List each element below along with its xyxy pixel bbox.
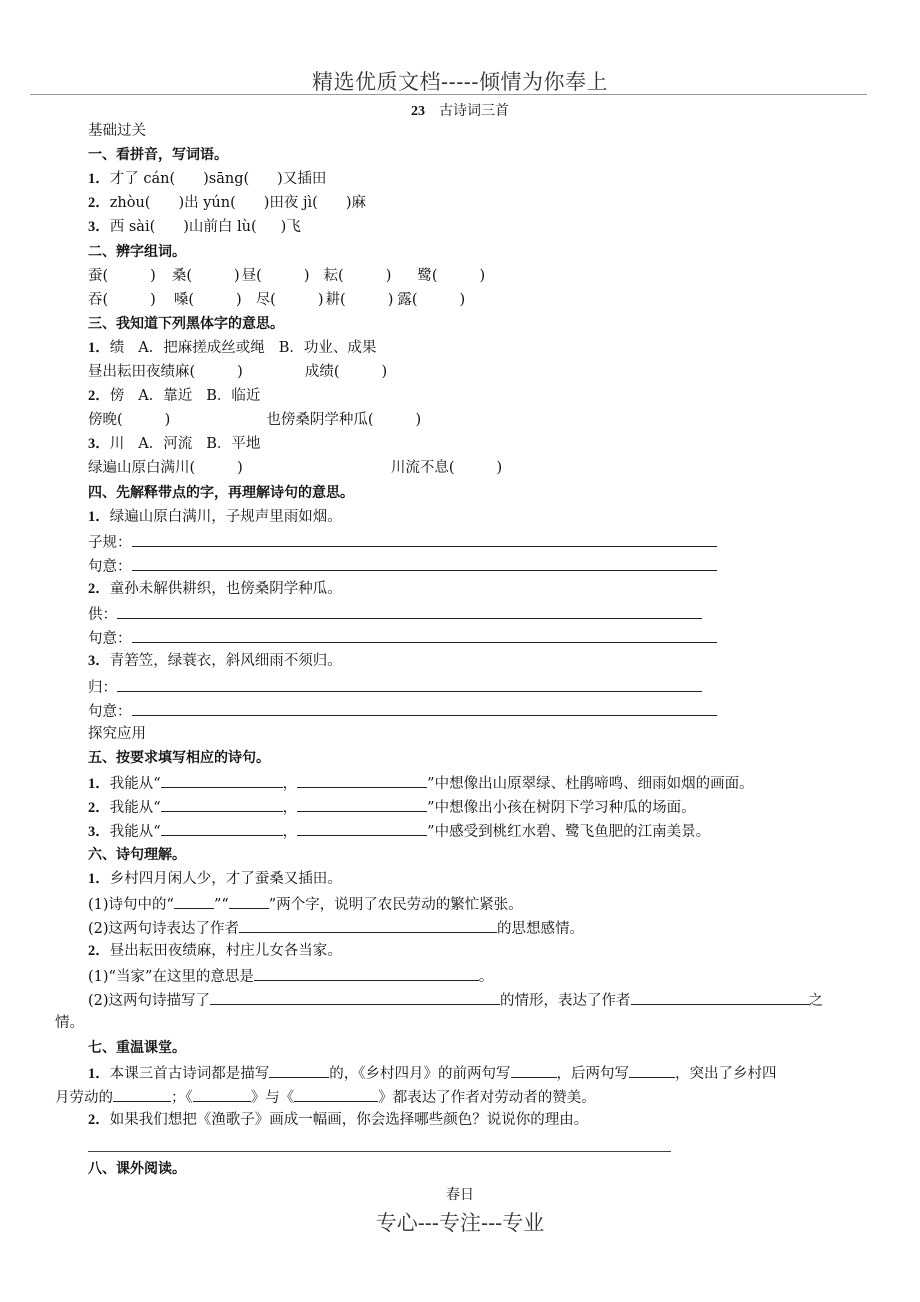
section-6-title: 六、诗句理解。: [88, 847, 186, 863]
answer-blank[interactable]: [193, 1087, 251, 1102]
s7-q1-line-2: 月劳动的 ；《 》与《 》都表达了作者对劳动者的赞美。: [55, 1087, 596, 1107]
answer-blank[interactable]: [161, 773, 283, 788]
answer-blank[interactable]: [132, 628, 717, 643]
s4-item-3-word: 归：: [88, 677, 702, 697]
answer-blank[interactable]: [117, 677, 702, 692]
s7-q2: 2．如果我们想把《渔歌子》画成一幅画，你会选择哪些颜色？说说你的理由。: [88, 1112, 589, 1128]
answer-blank[interactable]: [294, 1087, 378, 1102]
answer-blank[interactable]: [239, 918, 497, 933]
answer-blank[interactable]: [210, 990, 500, 1005]
s4-item-2-poem: 2．童孙未解供耕织，也傍桑阴学种瓜。: [88, 581, 342, 597]
section-5-title: 五、按要求填写相应的诗句。: [88, 750, 270, 766]
document-banner: 精选优质文档-----倾情为你奉上: [312, 70, 608, 94]
s6-q1-poem: 1．乡村四月闲人少，才了蚕桑又插田。: [88, 871, 342, 887]
header-divider: [30, 94, 867, 95]
section-4-title: 四、先解释带点的字，再理解诗句的意思。: [88, 485, 354, 501]
lesson-title: [0, 100, 920, 120]
answer-blank[interactable]: [229, 894, 269, 909]
s4-item-2-meaning: 句意：: [88, 628, 717, 648]
section-8-title: 八、课外阅读。: [88, 1161, 186, 1177]
s4-item-1-word: 子规：: [88, 532, 717, 552]
answer-blank[interactable]: [511, 1063, 557, 1078]
s6-q2-poem: 2．昼出耘田夜绩麻，村庄儿女各当家。: [88, 943, 342, 959]
document-footer: 专心---专注---专业: [375, 1211, 545, 1235]
s1-item-2: 2．zhòu( )出 yún( )田夜 jì( )麻: [88, 195, 366, 211]
answer-blank[interactable]: [254, 966, 479, 981]
answer-blank[interactable]: [629, 1063, 675, 1078]
s6-q2-part-1: (1)“当家”在这里的意思是 。: [88, 966, 493, 986]
s5-item-2: 2．我能从“ ， ”中想像出小孩在树阴下学习种瓜的场面。: [88, 797, 696, 817]
answer-blank[interactable]: [269, 1063, 329, 1078]
s7-q1-line-1: 1．本课三首古诗词都是描写 的，《乡村四月》的前两句写 ，后两句写 ，突出了乡村四: [88, 1063, 777, 1083]
s3-item-3: 3．川 A．河流 B．平地: [88, 436, 261, 452]
s4-item-2-word: 供：: [88, 604, 702, 624]
explore-section-label: 探究应用: [88, 726, 146, 742]
s2-row-1: 蚕( ) 桑( ) 昼( ) 耘( ) 鹭( ): [88, 268, 486, 284]
s3-item-2: 2．傍 A．靠近 B．临近: [88, 388, 261, 404]
s5-item-3: 3．我能从“ ， ”中感受到桃红水碧、鹭飞鱼肥的江南美景。: [88, 821, 710, 841]
lesson-name: 古诗词三首: [439, 103, 509, 119]
s6-q1-part-1: (1)诗句中的“ ”“ ”两个字，说明了农民劳动的繁忙紧张。: [88, 894, 523, 914]
basic-section-label: 基础过关: [88, 123, 146, 139]
s5-item-1: 1．我能从“ ， ”中想像出山原翠绿、杜鹃啼鸣、细雨如烟的画面。: [88, 773, 754, 793]
section-3-title: 三、我知道下列黑体字的意思。: [88, 316, 284, 332]
s3-item-2-fill: 傍晚( ) 也傍桑阴学种瓜( ): [88, 412, 422, 428]
s7-q2-answer-line[interactable]: [88, 1151, 671, 1152]
section-7-title: 七、重温课堂。: [88, 1040, 186, 1056]
answer-blank[interactable]: [117, 604, 702, 619]
answer-blank[interactable]: [297, 797, 427, 812]
answer-blank[interactable]: [297, 773, 427, 788]
s4-item-3-meaning: 句意：: [88, 701, 717, 721]
s3-item-1-fill: 昼出耘田夜绩麻( ) 成绩( ): [88, 364, 388, 380]
answer-blank[interactable]: [161, 821, 283, 836]
s1-item-3: 3．西 sài( )山前白 lù( )飞: [88, 219, 301, 235]
answer-blank[interactable]: [174, 894, 214, 909]
answer-blank[interactable]: [132, 556, 717, 571]
s2-row-2: 吞( ) 嗓( ) 尽( ) 耕( ) 露( ): [88, 292, 466, 308]
s4-item-3-poem: 3．青箬笠，绿蓑衣，斜风细雨不须归。: [88, 653, 342, 669]
s6-q1-part-2: (2)这两句诗表达了作者 的思想感情。: [88, 918, 584, 938]
section-1-title: 一、看拼音，写词语。: [88, 147, 228, 163]
s4-item-1-poem: 1．绿遍山原白满川，子规声里雨如烟。: [88, 509, 342, 525]
s3-item-1: 1．绩 A．把麻搓成丝或绳 B．功业、成果: [88, 340, 377, 356]
s4-item-1-meaning: 句意：: [88, 556, 717, 576]
answer-blank[interactable]: [132, 532, 717, 547]
s1-item-1: 1．才了 cán( )sāng( )又插田: [88, 171, 327, 187]
lesson-number: 23: [411, 104, 425, 119]
section-2-title: 二、辨字组词。: [88, 244, 186, 260]
s6-q2-wrap: 情。: [55, 1015, 84, 1031]
s6-q2-part-2: (2)这两句诗描写了 的情形，表达了作者 之: [88, 990, 823, 1010]
answer-blank[interactable]: [113, 1087, 171, 1102]
answer-blank[interactable]: [297, 821, 427, 836]
poem-title: 春日: [446, 1187, 474, 1203]
answer-blank[interactable]: [631, 990, 809, 1005]
s3-item-3-fill: 绿遍山原白满川( ) 川流不息( ): [88, 460, 503, 476]
answer-blank[interactable]: [161, 797, 283, 812]
answer-blank[interactable]: [132, 701, 717, 716]
